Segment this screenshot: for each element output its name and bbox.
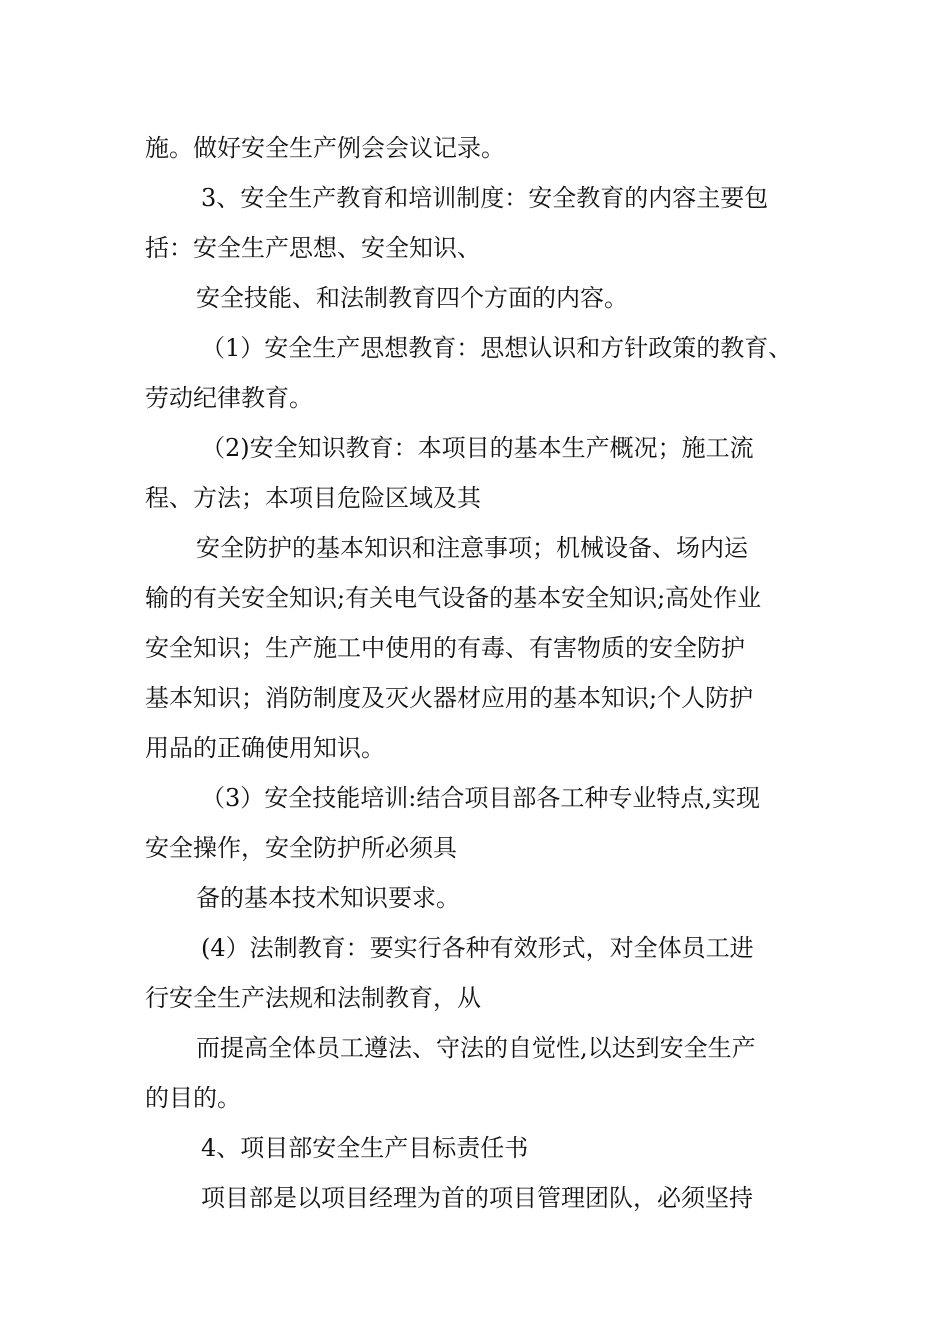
text-line: 输的有关安全知识;有关电气设备的基本安全知识;高处作业	[145, 584, 762, 612]
text-line: 备的基本技术知识要求。	[196, 884, 460, 912]
text-line: 用品的正确使用知识。	[145, 734, 385, 762]
text-line: 安全技能、和法制教育四个方面的内容。	[196, 284, 628, 312]
text-line: 安全知识；生产施工中使用的有毒、有害物质的安全防护	[145, 634, 745, 662]
text-line: 基本知识；消防制度及灭火器材应用的基本知识;个人防护	[145, 684, 754, 712]
text-line: （3）安全技能培训:结合项目部各工种专业特点,实现	[201, 784, 760, 812]
text-line: 行安全生产法规和法制教育，从	[145, 984, 481, 1012]
text-line: 3、安全生产教育和培训制度：安全教育的内容主要包	[201, 184, 769, 212]
text-line: （1）安全生产思想教育：思想认识和方针政策的教育、	[201, 334, 793, 362]
text-line: (4）法制教育：要实行各种有效形式，对全体员工进	[201, 934, 754, 962]
text-line: 括：安全生产思想、安全知识、	[145, 234, 481, 262]
text-line: 劳动纪律教育。	[145, 384, 313, 412]
text-line: 项目部是以项目经理为首的项目管理团队，必须坚持	[201, 1184, 753, 1212]
text-line: 施。做好安全生产例会会议记录。	[145, 134, 505, 162]
text-line: 程、方法；本项目危险区域及其	[145, 484, 481, 512]
text-line: 的目的。	[145, 1084, 241, 1112]
text-line: 安全防护的基本知识和注意事项；机械设备、场内运	[196, 534, 748, 562]
section-heading: 4、项目部安全生产目标责任书	[201, 1134, 529, 1162]
text-line: （2)安全知识教育：本项目的基本生产概况；施工流	[201, 434, 754, 462]
text-line: 而提高全体员工遵法、守法的自觉性,以达到安全生产	[196, 1034, 756, 1062]
text-line: 安全操作，安全防护所必须具	[145, 834, 457, 862]
